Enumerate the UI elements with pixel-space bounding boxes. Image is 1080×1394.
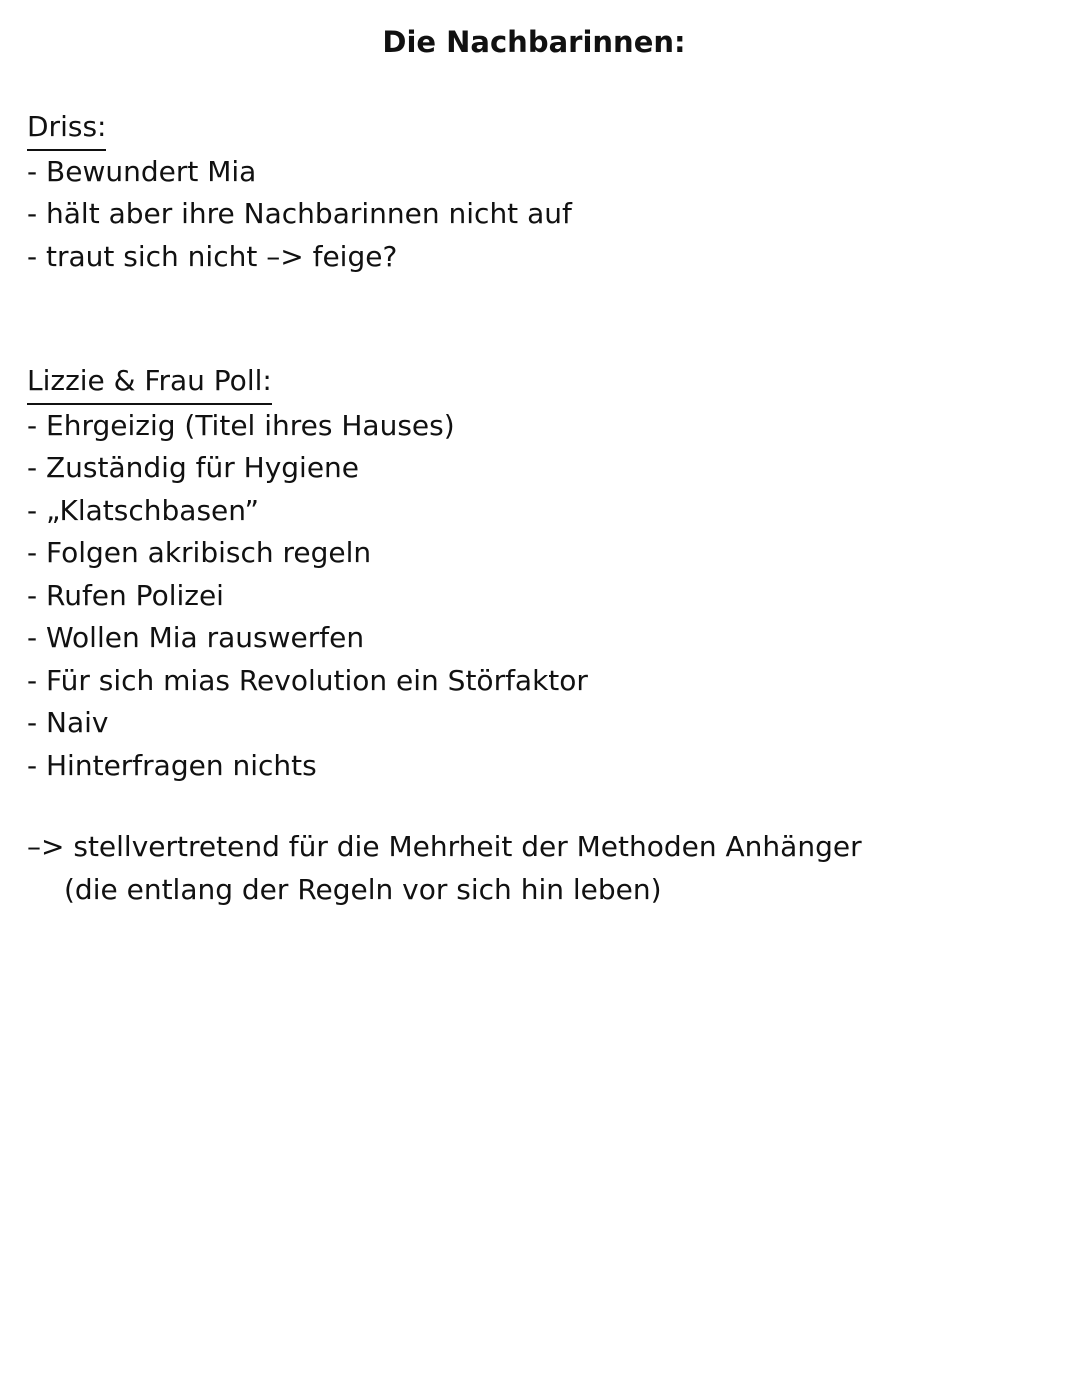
conclusion-line: (die entlang der Regeln vor sich hin leben): [64, 872, 662, 906]
list-item: - Folgen akribisch regeln: [27, 536, 372, 569]
list-item: - Für sich mias Revolution ein Störfaktor: [27, 663, 588, 697]
page-title: Die Nachbarinnen:: [382, 25, 686, 59]
conclusion-line: –> stellvertretend für die Mehrheit der Methoden Anhänger: [27, 830, 862, 863]
bullet-list: [27, 151, 1027, 279]
section-heading: Driss:: [27, 106, 106, 151]
list-item: - traut sich nicht –> feige?: [27, 239, 398, 273]
list-item: - hält aber ihre Nachbarinnen nicht auf: [27, 197, 572, 230]
section-heading: Lizzie & Frau Poll:: [27, 360, 272, 405]
section-lizzie-frau-poll: [27, 360, 1027, 787]
conclusion: [27, 826, 1027, 911]
bullet-list: [27, 405, 1027, 788]
list-item: - Wollen Mia rauswerfen: [27, 621, 365, 654]
list-item: - Hinterfragen nichts: [27, 748, 317, 782]
list-item: - Zuständig für Hygiene: [27, 451, 360, 484]
section-driss: [27, 106, 1027, 278]
list-item: - Naiv: [27, 706, 109, 739]
list-item: - „Klatschbasen”: [27, 493, 259, 527]
list-item: - Rufen Polizei: [27, 578, 224, 612]
list-item: - Bewundert Mia: [27, 154, 257, 188]
list-item: - Ehrgeizig (Titel ihres Hauses): [27, 408, 455, 442]
